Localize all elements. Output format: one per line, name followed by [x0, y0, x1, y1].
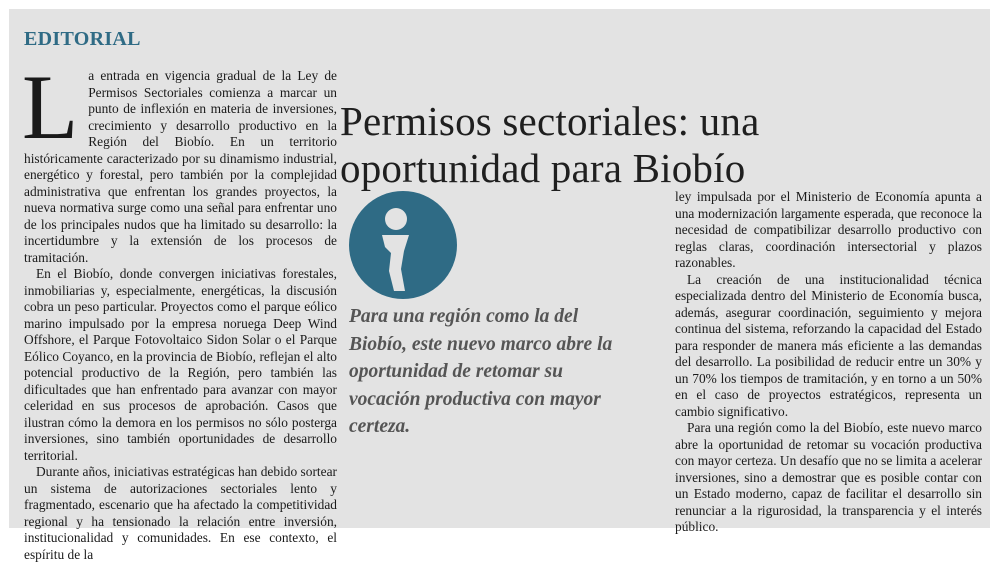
- body-column-left: [22, 56, 337, 563]
- body-paragraph: La creación de una institucionalidad técnica especializada dentro del Ministerio de Economía busca, además, asegurar coordinación, seguimiento y mejora continua del sistema, reforzando la capacidad del Estado para responder de manera más eficiente a las demandas del desarrollo. La posibilidad de reducir entre un 30% y un 70% los tiempos de tramitación, y en torno a un 50% en el caso de proyectos estratégicos, representa un cambio significativo.: [675, 271, 982, 419]
- body-paragraph: ley impulsada por el Ministerio de Economía apunta a una modernización largamente esperada, que reconoce la necesidad de compatibilizar desarrollo productivo con reglas claras, coordinación intersectorial y plazos razonables.: [675, 189, 982, 270]
- body-paragraph: Durante años, iniciativas estratégicas han debido sortear un sistema de autorizaciones sectoriales lento y fragmentado, escenario que ha afectado la competitividad regional y ha tensionado la relación entre inversión, institucionalidad y comunidades. En ese contexto, el espíritu de la: [24, 464, 337, 562]
- newspaper-page: [9, 9, 990, 562]
- body-column-right: [675, 189, 982, 536]
- paragraph-text: a entrada en vigencia gradual de la Ley de Permisos Sectoriales comienza a marcar un punto de inflexión en materia de inversiones, crecimiento y desarrollo productivo en la Región del Biobío. En un territorio históricamente caracterizado por su dinamismo industrial, energético y forestal, pero también por la complejidad administrativa que enfrentan los grandes proyectos, la nueva normativa surge como una señal para enfrentar uno de los principales nudos que ha limitado su desarrollo: la incertidumbre y la extensión de los procesos de tramitación.: [24, 68, 337, 265]
- drop-cap: L: [22, 56, 79, 158]
- section-title: EDITORIAL: [24, 28, 141, 50]
- headline: Permisos sectoriales: una oportunidad para Biobío: [340, 98, 760, 192]
- body-paragraph: Para una región como la del Biobío, este nuevo marco abre la oportunidad de retomar su vocación productiva con mayor certeza. Un desafío que no se limita a acelerar inversiones, sino a demostrar que es posible contar con un Estado moderno, capaz de facilitar el desarrollo sin renunciar a la rigurosidad, la transparencia y el interés público.: [675, 420, 982, 534]
- body-paragraph: En el Biobío, donde convergen iniciativas forestales, inmobiliarias y, especialmente, energéticas, la discusión cobra un peso particular. Proyectos como el parque eólico marino impulsado por la empresa noruega Deep Wind Offshore, el Parque Fotovoltaico Sidon Solar o el Parque Eólico Coyanco, en la provincia de Biobío, reflejan el alto potencial productivo de la Región, pero también las dificultades que han enfrentado para avanzar con mayor celeridad en sus procesos de aprobación. Casos que ilustran cómo la demora en los permisos no sólo posterga inversiones, sino también oportunidades de desarrollo territorial.: [24, 266, 337, 463]
- info-icon: [349, 191, 457, 299]
- body-paragraph: [22, 56, 337, 266]
- pull-quote: Para una región como la del Biobío, este nuevo marco abre la oportunidad de retomar su vocación productiva con mayor certeza.: [349, 306, 613, 437]
